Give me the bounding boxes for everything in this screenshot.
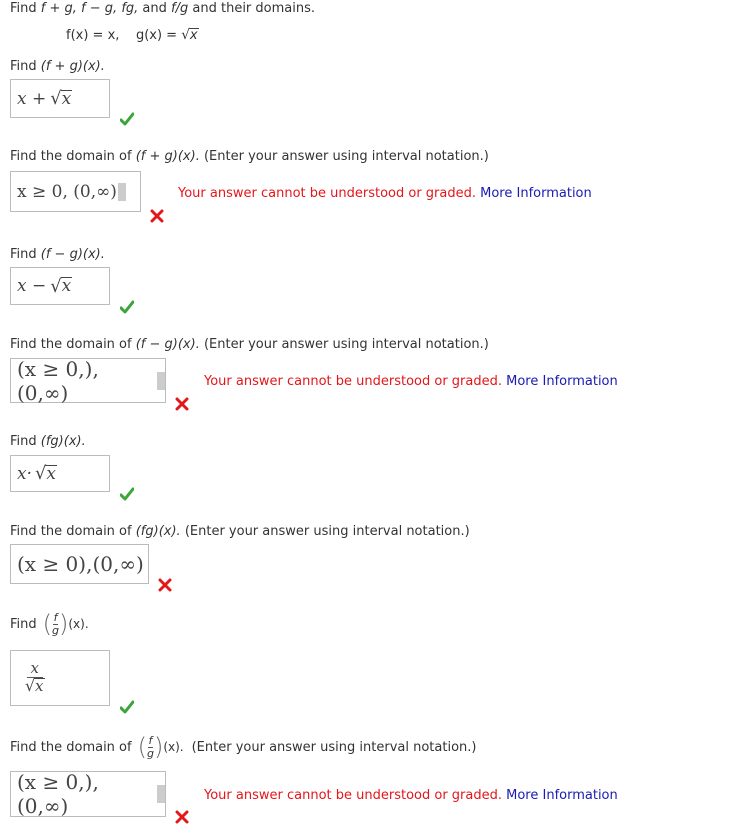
q4-error-text: Your answer cannot be understood or graded. bbox=[204, 374, 502, 389]
header-fpg: f + g, bbox=[40, 1, 77, 16]
q4-find: Find the domain of bbox=[10, 337, 132, 352]
q1-prompt bbox=[10, 59, 105, 74]
q4-error-message bbox=[204, 374, 618, 389]
incorrect-x-icon bbox=[175, 810, 189, 824]
correct-check-icon bbox=[120, 300, 134, 314]
fx-definition: f(x) = x, bbox=[66, 28, 120, 43]
q7-tail: (x). bbox=[68, 617, 89, 632]
cursor bbox=[157, 372, 165, 390]
q7-prompt bbox=[10, 610, 89, 639]
q6-prompt bbox=[10, 524, 470, 539]
q3-answer-lhs: x − bbox=[17, 276, 47, 296]
header-find: Find bbox=[10, 1, 37, 16]
q7-fraction bbox=[52, 612, 59, 636]
q7-answer-num: x bbox=[27, 661, 43, 678]
q1-answer-box[interactable] bbox=[10, 79, 110, 118]
q6-note: (Enter your answer using interval notation.) bbox=[184, 524, 470, 539]
q7-answer-den bbox=[25, 678, 45, 695]
q8-tail: (x). bbox=[163, 740, 184, 755]
q8-find: Find the domain of bbox=[10, 739, 132, 755]
q2-answer-value: x ≥ 0, (0,∞) bbox=[17, 181, 117, 202]
q7-answer-box[interactable] bbox=[10, 650, 110, 706]
q6-find: Find the domain of bbox=[10, 524, 132, 539]
correct-check-icon bbox=[120, 487, 134, 501]
incorrect-x-icon bbox=[150, 209, 164, 223]
close-paren: ) bbox=[59, 610, 69, 639]
header-fg: fg, bbox=[121, 1, 139, 16]
cursor bbox=[157, 785, 165, 803]
radical-sign: √ bbox=[181, 27, 190, 43]
function-definitions bbox=[66, 27, 199, 43]
header-and: and bbox=[142, 1, 167, 16]
correct-check-icon bbox=[120, 112, 134, 126]
open-paren: ( bbox=[42, 610, 53, 639]
q3-prompt bbox=[10, 247, 105, 262]
q8-frac-den: g bbox=[146, 746, 154, 760]
q6-answer-box[interactable] bbox=[10, 544, 149, 584]
gx-radicand: x bbox=[189, 28, 198, 43]
q4-expr: (f − g)(x). bbox=[135, 337, 200, 352]
q8-answer-value: (x ≥ 0,), (0,∞) bbox=[17, 770, 99, 818]
q8-frac-num: f bbox=[148, 734, 153, 747]
q1-expr: (f + g)(x). bbox=[40, 59, 105, 74]
correct-check-icon bbox=[120, 700, 134, 714]
q2-expr: (f + g)(x). bbox=[135, 149, 200, 164]
q5-answer-box[interactable] bbox=[10, 455, 110, 492]
header-fdg: f/g bbox=[171, 1, 189, 16]
gx-label: g(x) = bbox=[135, 28, 178, 43]
incorrect-x-icon bbox=[158, 578, 172, 592]
q3-expr: (f − g)(x). bbox=[40, 247, 105, 262]
q8-fraction bbox=[147, 735, 154, 759]
q5-find: Find bbox=[10, 434, 37, 449]
radical-sign: √ bbox=[25, 676, 36, 695]
q8-answer-box[interactable] bbox=[10, 771, 166, 817]
q8-note: (Enter your answer using interval notation.) bbox=[191, 739, 477, 755]
q8-prompt bbox=[10, 733, 477, 762]
q6-answer-value: (x ≥ 0),(0,∞) bbox=[17, 552, 144, 576]
q3-find: Find bbox=[10, 247, 37, 262]
incorrect-x-icon bbox=[175, 397, 189, 411]
q4-more-info-link[interactable]: More Information bbox=[506, 374, 618, 389]
q2-error-text: Your answer cannot be understood or graded. bbox=[178, 186, 476, 201]
q5-answer-radicand: x bbox=[46, 463, 56, 484]
q6-expr: (fg)(x). bbox=[135, 524, 181, 539]
radical-sign: √ bbox=[35, 463, 47, 484]
q1-find: Find bbox=[10, 59, 37, 74]
q3-answer-radicand: x bbox=[61, 276, 72, 296]
close-paren: ) bbox=[153, 733, 164, 762]
q4-prompt bbox=[10, 337, 489, 352]
q5-expr: (fg)(x). bbox=[40, 434, 86, 449]
open-paren: ( bbox=[137, 733, 147, 762]
header-fmg: f − g, bbox=[81, 1, 118, 16]
q2-prompt bbox=[10, 149, 489, 164]
q7-frac-num: f bbox=[53, 611, 58, 624]
q7-frac-den: g bbox=[52, 623, 59, 637]
q2-answer-box[interactable] bbox=[10, 171, 141, 212]
q2-more-info-link[interactable]: More Information bbox=[480, 186, 592, 201]
q7-answer-den-radicand: x bbox=[35, 677, 44, 695]
q8-error-text: Your answer cannot be understood or graded. bbox=[204, 788, 502, 803]
q4-note: (Enter your answer using interval notation.) bbox=[203, 337, 489, 352]
q2-note: (Enter your answer using interval notation.) bbox=[203, 149, 489, 164]
q8-error-message bbox=[204, 788, 618, 803]
q2-find: Find the domain of bbox=[10, 149, 132, 164]
radical-sign: √ bbox=[50, 88, 62, 109]
q4-answer-value: (x ≥ 0,), (0,∞) bbox=[17, 356, 99, 405]
q7-answer-fraction bbox=[25, 661, 45, 695]
q5-prompt bbox=[10, 434, 86, 449]
q2-error-message bbox=[178, 186, 592, 201]
question-header bbox=[10, 1, 315, 16]
q8-more-info-link[interactable]: More Information bbox=[506, 788, 618, 803]
q4-answer-box[interactable] bbox=[10, 358, 166, 403]
radical-sign: √ bbox=[50, 275, 62, 297]
q5-answer-lhs: x· bbox=[17, 463, 32, 484]
q1-answer-radicand: x bbox=[61, 88, 72, 109]
q7-find: Find bbox=[10, 616, 37, 632]
header-rest: and their domains. bbox=[192, 1, 315, 16]
cursor bbox=[118, 183, 126, 201]
q3-answer-box[interactable] bbox=[10, 267, 110, 305]
q1-answer-lhs: x + bbox=[17, 88, 47, 109]
